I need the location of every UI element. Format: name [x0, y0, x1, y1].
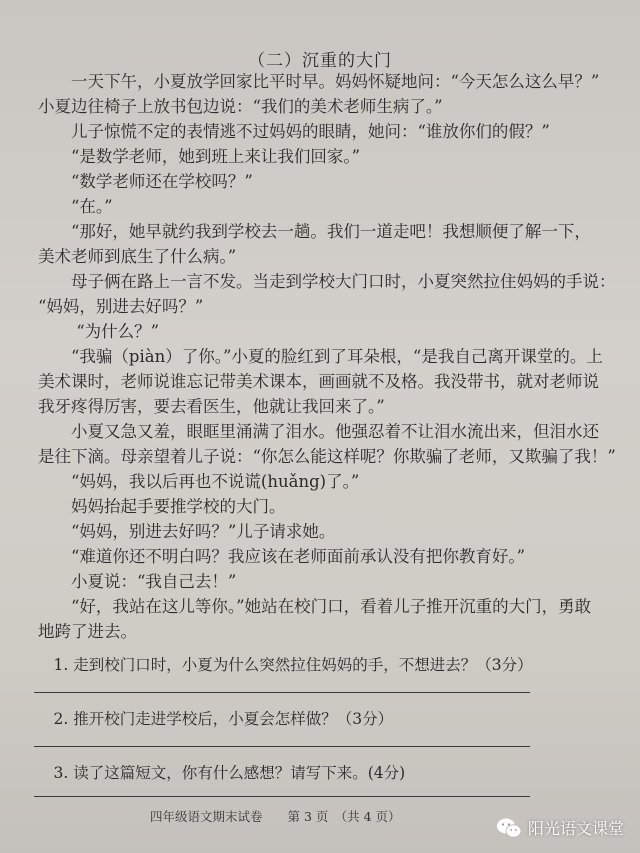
answer-line-1[interactable] [34, 692, 530, 693]
wechat-icon [496, 817, 522, 839]
passage-line: 小夏又急又羞，眼眶里涌满了泪水。他强忍着不让泪水流出来，但泪水还 [38, 422, 599, 441]
passage-line: 妈妈抬起手要推学校的大门。 [38, 497, 286, 516]
passage-line: “为什么？” [38, 322, 160, 341]
passage-line: “那好，她早就约我到学校去一趟。我们一道走吧！我想顺便了解一下， [38, 222, 591, 241]
passage-line: “数学老师还在学校吗？” [38, 172, 253, 191]
passage-line: 我牙疼得厉害，要去看医生，他就让我回来了。” [38, 397, 385, 416]
answer-line-2[interactable] [34, 746, 530, 747]
passage-line: 小夏说：“我自己去！” [38, 572, 237, 591]
question-1: 1. 走到校门口时，小夏为什么突然拉住妈妈的手，不想进去？（3分） [38, 656, 533, 674]
question-3: 3. 读了这篇短文，你有什么感想？请写下来。(4分) [38, 764, 406, 782]
passage-line: “难道你还不明白吗？我应该在老师面前承认没有把你教育好。” [38, 547, 526, 566]
passage-line: “妈妈，别进去好吗？” [38, 297, 204, 316]
watermark-text: 阳光语文课堂 [527, 819, 624, 838]
passage-line: 美术老师到底生了什么病。” [38, 247, 237, 266]
watermark [496, 816, 624, 839]
passage-line: “妈妈，别进去好吗？”儿子请求她。 [38, 522, 336, 541]
passage-title: （二）沉重的大门 [248, 51, 392, 71]
passage-line: “是数学老师，她到班上来让我们回家。” [38, 147, 361, 166]
passage-line: 母子俩在路上一言不发。当走到学校大门口时，小夏突然拉住妈妈的手说： [38, 272, 616, 291]
page-footer: 四年级语文期末试卷 第 3 页 （共 4 页） [150, 809, 401, 824]
passage-line: 一天下午，小夏放学回家比平时早。妈妈怀疑地问：“今天怎么这么早？” [38, 72, 600, 91]
passage-line: “好，我站在这儿等你。”她站在校门口，看着儿子推开沉重的大门，勇敢 [38, 597, 592, 616]
passage-line: “妈妈，我以后再也不说谎(huǎng)了。” [38, 472, 360, 491]
passage-line: 地跨了进去。 [38, 622, 137, 641]
passage-line: 美术课时，老师说谁忘记带美术课本，画画就不及格。我没带书，就对老师说 [38, 372, 599, 391]
answer-line-3[interactable] [34, 796, 530, 797]
passage-line: “我骗（piàn）了你。”小夏的脸红到了耳朵根，“是我自己离开课堂的。上 [38, 347, 603, 366]
passage-line: 是往下滴。母亲望着儿子说：“你怎么能这样呢？你欺骗了老师，又欺骗了我！” [38, 447, 616, 466]
passage-line: “在。” [38, 197, 113, 216]
passage-line: 儿子惊慌不定的表情逃不过妈妈的眼睛，她问：“谁放你们的假？” [38, 122, 550, 141]
question-2: 2. 推开校门走进学校后，小夏会怎样做？（3分） [38, 710, 394, 728]
passage-line: 小夏边往椅子上放书包边说：“我们的美术老师生病了。” [38, 97, 443, 116]
